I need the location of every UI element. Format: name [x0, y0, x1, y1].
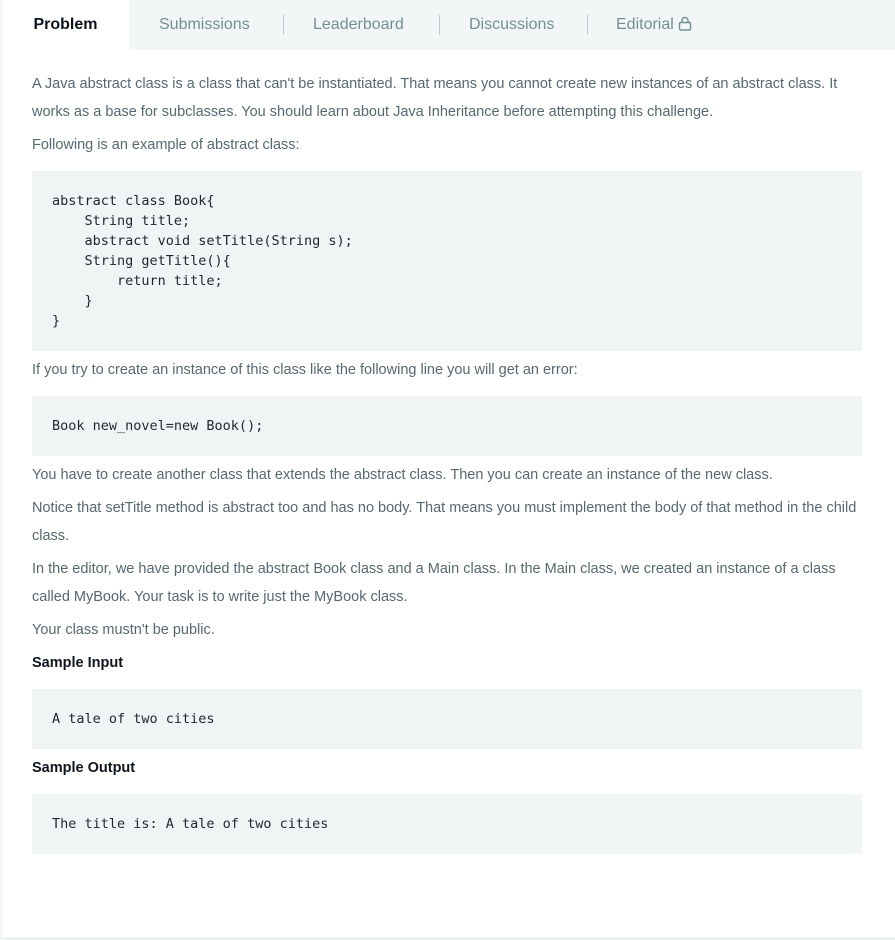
- tab-discussions[interactable]: Discussions: [469, 16, 555, 33]
- sample-output-heading: Sample Output: [32, 760, 136, 776]
- tab-editorial-label: Editorial: [616, 16, 674, 33]
- tab-problem[interactable]: Problem: [2, 0, 129, 50]
- tab-divider: [587, 15, 588, 35]
- example-code-block: abstract class Book{ String title; abstract void setTitle(String s); String getTitle(){ return title; } }: [32, 171, 862, 351]
- problem-panel: [2, 50, 895, 939]
- editor-note: In the editor, we have provided the abstract Book class and a Main class. In the Main class, we created an instance of a class called MyBook. Your task is to write just the MyBook class.: [32, 561, 836, 605]
- tab-divider: [283, 15, 284, 35]
- example-lead: Following is an example of abstract class:: [32, 137, 300, 153]
- sample-output-block: The title is: A tale of two cities: [32, 794, 862, 854]
- error-lead: If you try to create an instance of this class like the following line you will get an error:: [32, 362, 578, 378]
- sample-input-heading: Sample Input: [32, 655, 124, 671]
- sample-input-block: A tale of two cities: [32, 689, 862, 749]
- lock-icon: [678, 2, 692, 52]
- public-note: Your class mustn't be public.: [32, 622, 215, 638]
- tab-leaderboard[interactable]: Leaderboard: [313, 16, 404, 33]
- error-code-block: Book new_novel=new Book();: [32, 396, 862, 456]
- intro-paragraph: A Java abstract class is a class that can't be instantiated. That means you cannot create new instances of an abstract class. It works as a base for subclasses. You should learn about Java Inheritance before attempting this challenge.: [32, 76, 838, 120]
- tab-editorial[interactable]: [616, 0, 692, 50]
- extend-note: You have to create another class that extends the abstract class. Then you can create an instance of the new class.: [32, 467, 773, 483]
- settitle-note: Notice that setTitle method is abstract too and has no body. That means you must implement the body of that method in the child class.: [32, 500, 857, 544]
- tab-divider: [439, 15, 440, 35]
- tab-bar: [0, 0, 895, 50]
- tab-submissions[interactable]: Submissions: [159, 16, 250, 33]
